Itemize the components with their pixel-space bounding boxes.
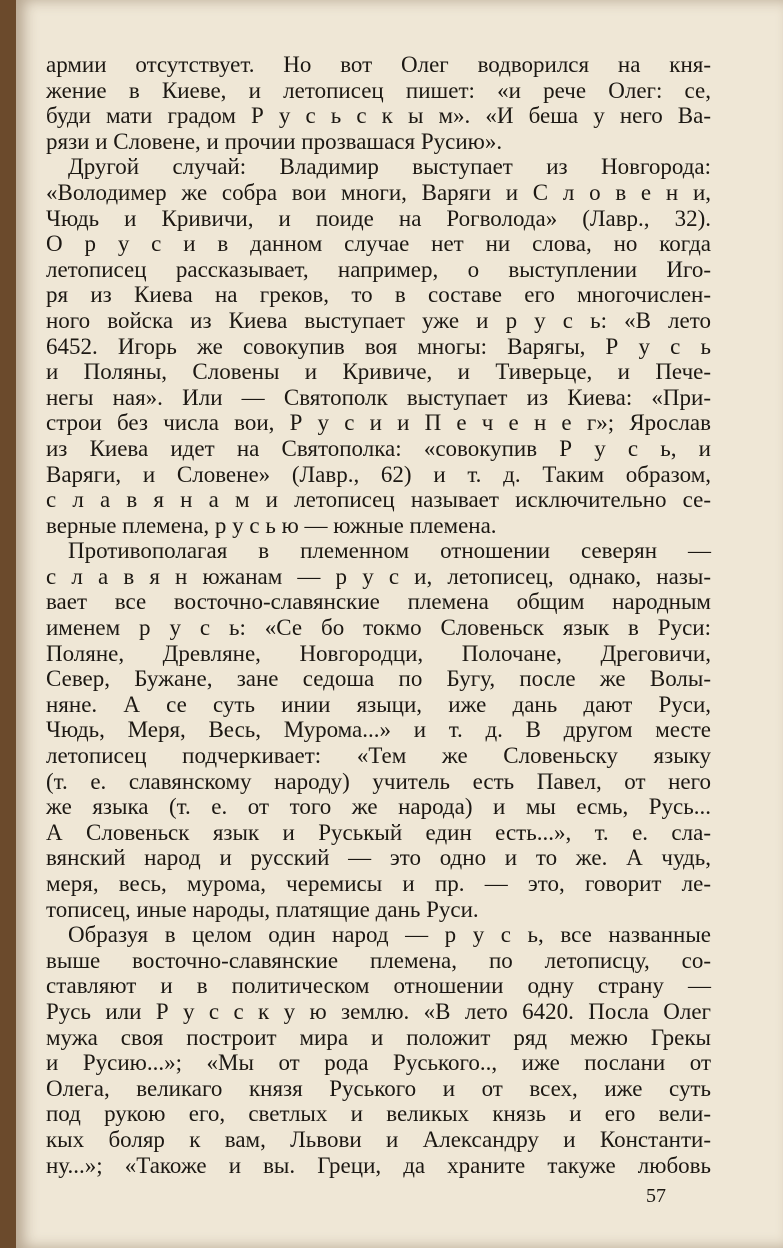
text-line: О р у с и в данном случае нет ни слова, но когда	[46, 231, 711, 257]
text-line: буди мати градом Р у с ь с к ы м». «И беша у него Ва-	[46, 103, 711, 129]
text-line: Олега, великаго князя Руського и от всех, иже суть	[46, 1075, 711, 1101]
text-line: с л а в я н южанам — р у с и, летописец, однако, назы-	[46, 563, 711, 589]
text-line: строи без числа вои, Р у с и и П е ч е н е г»; Ярослав	[46, 410, 711, 436]
text-line: ного войска из Киева выступает уже и р у с ь: «В лето	[46, 307, 711, 333]
text-line: Чюдь и Кривичи, и поиде на Рогволода» (Лавр., 32).	[46, 205, 711, 231]
text-line: из Киева идет на Святополка: «совокупив Р у с ь, и	[46, 435, 711, 461]
text-line: мужа своя построит мира и положит ряд межю Грекы	[46, 1024, 711, 1050]
text-line: же языка (т. е. от того же народа) и мы есмь, Русь...	[46, 794, 711, 820]
text-line: Противополагая в племенном отношении северян —	[68, 538, 711, 564]
book-page	[16, 0, 783, 1248]
text-line: ну...»; «Такоже и вы. Греци, да храните такуже любовь	[46, 1152, 711, 1178]
text-line: именем р у с ь: «Се бо токмо Словеньск язык в Руси:	[46, 615, 711, 641]
page-number: 57	[646, 1185, 666, 1207]
text-line: тописец, иные народы, платящие дань Руси.	[46, 896, 479, 922]
page-body-text	[46, 52, 711, 1178]
text-line: и Поляны, Словены и Кривиче, и Тиверьце, и Пече-	[46, 359, 711, 385]
text-line: верные племена, р у с ь ю — южные племена.	[46, 512, 497, 538]
text-line: под рукою его, светлых и великых князь и его вели-	[46, 1101, 711, 1127]
text-line: Другой случай: Владимир выступает из Новгорода:	[68, 154, 711, 180]
text-line: Варяги, и Словене» (Лавр., 62) и т. д. Таким образом,	[46, 461, 711, 487]
text-line: летописец рассказывает, например, о выступлении Иго-	[46, 256, 711, 282]
text-line: 6452. Игорь же совокупив воя многы: Варягы, Р у с ь	[46, 333, 711, 359]
text-line: выше восточно-славянские племена, по летописцу, со-	[46, 947, 711, 973]
text-line: Поляне, Древляне, Новгородци, Полочане, Дреговичи,	[46, 640, 711, 666]
text-line: Русь или Р у с с к у ю землю. «В лето 6420. Посла Олег	[46, 998, 711, 1024]
text-line: вает все восточно-славянские племена общим народным	[46, 589, 711, 615]
text-line: рязи и Словене, и прочии прозвашася Русию».	[46, 128, 503, 154]
text-line: негы ная». Или — Святополк выступает из Киева: «При-	[46, 384, 711, 410]
text-line: меря, весь, мурома, черемисы и пр. — это, говорит ле-	[46, 871, 711, 896]
text-line: Север, Бужане, зане седоша по Бугу, после же Волы-	[46, 666, 711, 692]
text-line: и Русию...»; «Мы от рода Руського.., иже послани от	[46, 1050, 711, 1076]
text-line: летописец подчеркивает: «Тем же Словеньску языку	[46, 743, 711, 769]
text-line: армии отсутствует. Но вот Олег водворился на кня-	[46, 52, 711, 77]
text-line: (т. е. славянскому народу) учитель есть Павел, от него	[46, 768, 711, 794]
text-line: ставляют и в политическом отношении одну страну —	[46, 973, 711, 999]
text-line: кых боляр к вам, Львови и Александру и Константи-	[46, 1126, 711, 1152]
text-line: «Володимер же собра вои многи, Варяги и С л о в е н и,	[46, 179, 711, 205]
text-line: с л а в я н а м и летописец называет исключительно се-	[46, 487, 711, 513]
text-line: Образуя в целом один народ — р у с ь, все названные	[68, 922, 711, 948]
text-line: А Словеньск язык и Руськый един есть...», т. е. сла-	[46, 819, 711, 845]
text-line: ря из Киева на греков, то в составе его многочислен-	[46, 282, 711, 308]
text-line: жение в Киеве, и летописец пишет: «и рече Олег: се,	[46, 77, 711, 103]
text-line: Чюдь, Меря, Весь, Мурома...» и т. д. В другом месте	[46, 717, 711, 743]
text-line: вянский народ и русский — это одно и то же. А чудь,	[46, 845, 711, 871]
text-line: няне. А се суть инии языци, иже дань дают Руси,	[46, 691, 711, 717]
